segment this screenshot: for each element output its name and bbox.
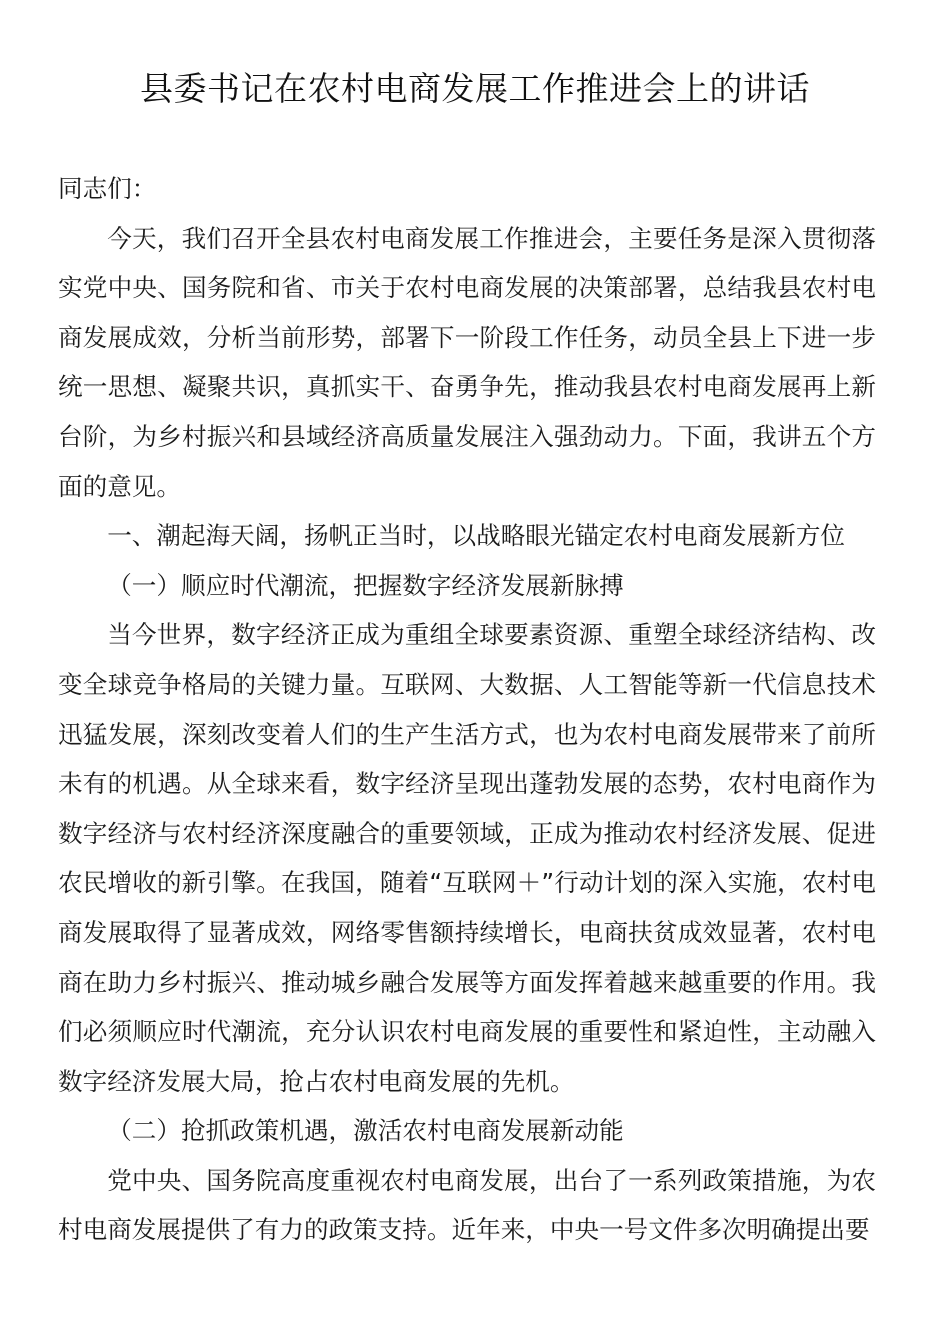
subsection-heading-1-1: （一）顺应时代潮流，把握数字经济发展新脉搏 <box>107 570 624 600</box>
salutation: 同志们： <box>58 174 157 203</box>
subsection-heading-1-2: （二）抢抓政策机遇，激活农村电商发展新动能 <box>107 1116 624 1146</box>
paragraph-digital-economy: 当今世界，数字经济正成为重组全球要素资源、重塑全球经济结构、改变全球竞争格局的关键力量。互联网、大数据、人工智能等新一代信息技术迅猛发展，深刻改变着人们的生产生活方式，也为农村电商发展带来了前所未有的机遇。从全球来看，数字经济呈现出蓬勃发展的态势，农村电商作为数字经济与农村经济深度融合的重要领域，正成为推动农村经济发展、促进农民增收的新引擎。在我国，随着“互联网＋”行动计划的深入实施，农村电商发展取得了显著成效，网络零售额持续增长，电商扶贫成效显著，农村电商在助力乡村振兴、推动城乡融合发展等方面发挥着越来越重要的作用。我们必须顺应时代潮流，充分认识农村电商发展的重要性和紧迫性，主动融入数字经济发展大局，抢占农村电商发展的先机。 <box>58 620 876 1096</box>
paragraph-intro: 今天，我们召开全县农村电商发展工作推进会，主要任务是深入贯彻落实党中央、国务院和省、市关于农村电商发展的决策部署，总结我县农村电商发展成效，分析当前形势，部署下一阶段工作任务，动员全县上下进一步统一思想、凝聚共识，真抓实干、奋勇争先，推动我县农村电商发展再上新台阶，为乡村振兴和县域经济高质量发展注入强劲动力。下面，我讲五个方面的意见。 <box>58 223 876 501</box>
document-title: 县委书记在农村电商发展工作推进会上的讲话 <box>140 69 810 108</box>
section-heading-1: 一、潮起海天阔，扬帆正当时，以战略眼光锚定农村电商发展新方位 <box>107 521 846 551</box>
document-body <box>58 164 876 1255</box>
paragraph-policy: 党中央、国务院高度重视农村电商发展，出台了一系列政策措施，为农村电商发展提供了有力的政策支持。近年来，中央一号文件多次明确提出要 <box>58 1165 876 1245</box>
